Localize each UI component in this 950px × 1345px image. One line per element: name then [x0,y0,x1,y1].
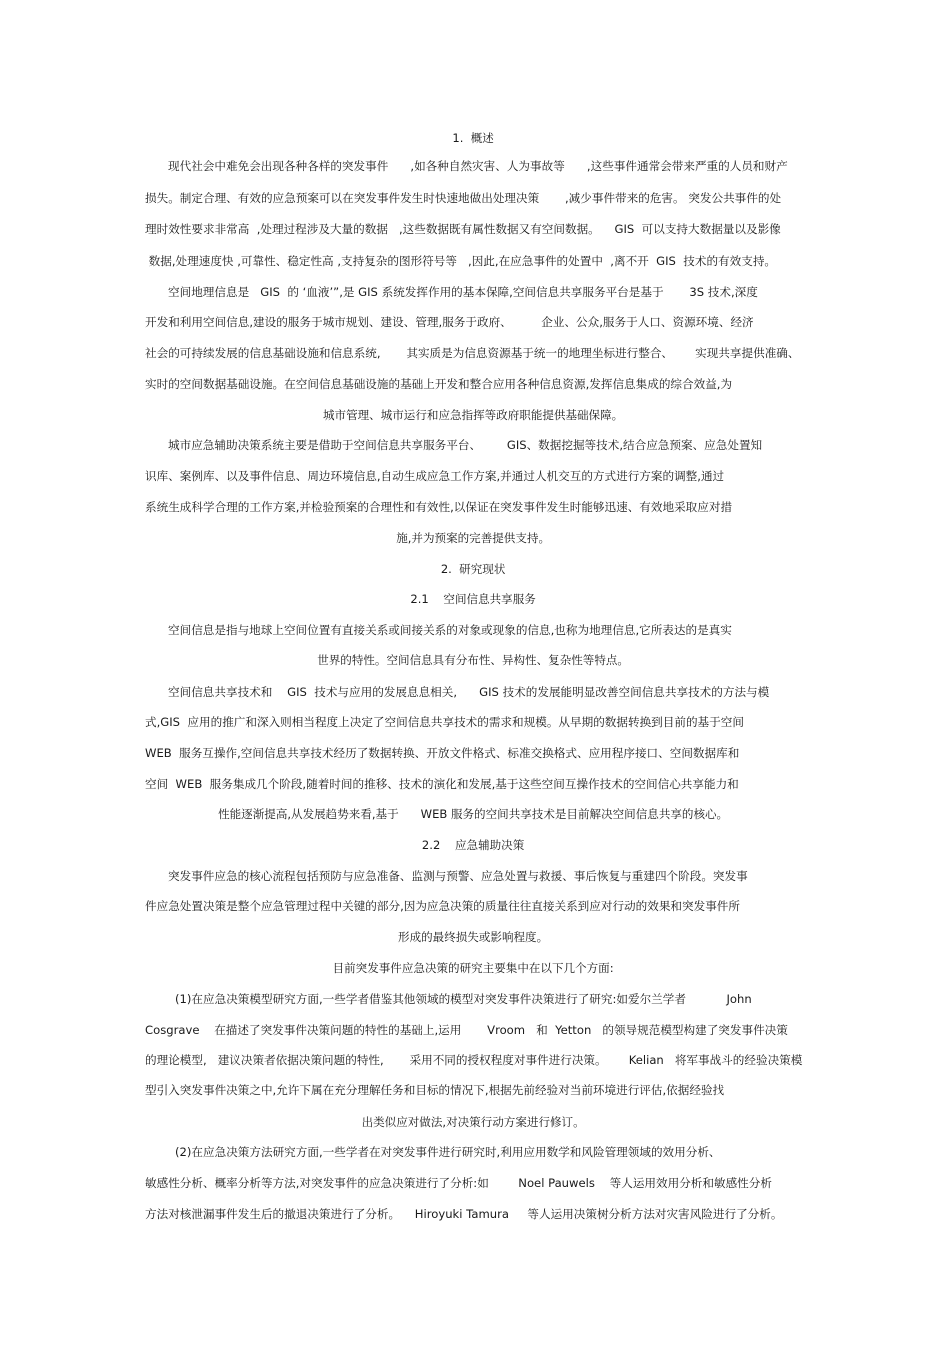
subsection-heading: 2.1 空间信息共享服务 [410,592,536,606]
paragraph-line: 理时效性要求非常高 ,处理过程涉及大量的数据 ,这些数据既有属性数据又有空间数据。 GIS 可以支持大数据量以及影像 [145,222,781,236]
paragraph-line: 方法对核泄漏事件发生后的撤退决策进行了分析。 Hiroyuki Tamura 等人运用决策树分析方法对灾害风险进行了分析。 [145,1207,783,1221]
paragraph-line: 开发和利用空间信息,建设的服务于城市规划、建设、管理,服务于政府、 企业、公众,服务于人口、资源环境、经济 [145,315,754,329]
paragraph-line: 出类似应对做法,对决策行动方案进行修订。 [361,1115,585,1129]
subsection-heading: 2.2 应急辅助决策 [421,838,525,852]
paragraph-line: 目前突发事件应急决策的研究主要集中在以下几个方面: [332,961,614,975]
paragraph-line: 系统生成科学合理的工作方案,并检验预案的合理性和有效性,以保证在突发事件发生时能够迅速、有效地采取应对措 [145,500,733,514]
paragraph-line: 社会的可持续发展的信息基础设施和信息系统, 其实质是为信息资源基于统一的地理坐标进行整合、 实现共享提供准确、 [145,346,800,360]
paragraph-line: 式,GIS 应用的推广和深入则相当程度上决定了空间信息共享技术的需求和规模。从早期的数据转换到目前的基于空间 [145,715,744,729]
paragraph-line: 件应急处置决策是整个应急管理过程中关键的部分,因为应急决策的质量往往直接关系到应对行动的效果和突发事件所 [145,899,740,913]
paragraph-line: 空间地理信息是 GIS 的 ‘血液’”,是 GIS 系统发挥作用的基本保障,空间信息共享服务平台是基于 3S 技术,深度 [168,285,758,299]
paragraph-line: 损失。制定合理、有效的应急预案可以在突发事件发生时快速地做出处理决策 ,减少事件带来的危害。 突发公共事件的处 [145,191,782,205]
paragraph-line: 施,并为预案的完善提供支持。 [396,531,550,545]
paragraph-line: 型引入突发事件决策之中,允许下属在充分理解任务和目标的情况下,根据先前经验对当前环境进行评估,依据经验找 [145,1083,725,1097]
paragraph-line: 现代社会中难免会出现各种各样的突发事件 ,如各种自然灾害、人为事故等 ,这些事件通常会带来严重的人员和财产 [168,159,788,173]
section-heading: 1. 概述 [452,131,494,145]
paragraph-line: WEB 服务互操作,空间信息共享技术经历了数据转换、开放文件格式、标准交换格式、应用程序接口、空间数据库和 [145,746,740,760]
paragraph-line: 空间信息是指与地球上空间位置有直接关系或间接关系的对象或现象的信息,也称为地理信息,它所表达的是真实 [168,623,732,637]
paragraph-line: 识库、案例库、以及事件信息、周边环境信息,自动生成应急工作方案,并通过人机交互的方式进行方案的调整,通过 [145,469,725,483]
paragraph-line: 性能逐渐提高,从发展趋势来看,基于 WEB 服务的空间共享技术是目前解决空间信息共享的核心。 [218,807,729,821]
section-heading: 2. 研究现状 [440,562,506,576]
paragraph-line: 世界的特性。空间信息具有分布性、异构性、复杂性等特点。 [317,653,629,667]
paragraph-line: 敏感性分析、概率分析等方法,对突发事件的应急决策进行了分析:如 Noel Pauwels 等人运用效用分析和敏感性分析 [145,1176,772,1190]
paragraph-line: 数据,处理速度快 ,可靠性、稳定性高 ,支持复杂的图形符号等 ,因此,在应急事件的处置中 ,离不开 GIS 技术的有效支持。 [145,254,777,268]
paragraph-line: 实时的空间数据基础设施。在空间信息基础设施的基础上开发和整合应用各种信息资源,发挥信息集成的综合效益,为 [145,377,733,391]
paragraph-line: 城市应急辅助决策系统主要是借助于空间信息共享服务平台、 GIS、数据挖掘等技术,结合应急预案、应急处置知 [168,438,763,452]
paragraph-line: (2)在应急决策方法研究方面,一些学者在对突发事件进行研究时,利用应用数学和风险管理领域的效用分析、 [175,1145,721,1159]
paragraph-line: 突发事件应急的核心流程包括预防与应急准备、监测与预警、应急处置与救援、事后恢复与重建四个阶段。突发事 [168,869,748,883]
paragraph-line: 空间 WEB 服务集成几个阶段,随着时间的推移、技术的演化和发展,基于这些空间互操作技术的空间信心共享能力和 [145,777,739,791]
paragraph-line: 城市管理、城市运行和应急指挥等政府职能提供基础保障。 [322,408,624,422]
paragraph-line: 空间信息共享技术和 GIS 技术与应用的发展息息相关, GIS 技术的发展能明显改善空间信息共享技术的方法与模 [168,685,770,699]
paragraph-line: (1)在应急决策模型研究方面,一些学者借鉴其他领域的模型对突发事件决策进行了研究:如爱尔兰学者 John [175,992,752,1006]
paragraph-line: Cosgrave 在描述了突发事件决策问题的特性的基础上,运用 Vroom 和 Yetton 的领导规范模型构建了突发事件决策 [145,1023,788,1037]
paragraph-line: 形成的最终损失或影响程度。 [398,930,549,944]
paragraph-line: 的理论模型, 建议决策者依据决策问题的特性, 采用不同的授权程度对事件进行决策。 Kelian 将军事战斗的经验决策模 [145,1053,803,1067]
